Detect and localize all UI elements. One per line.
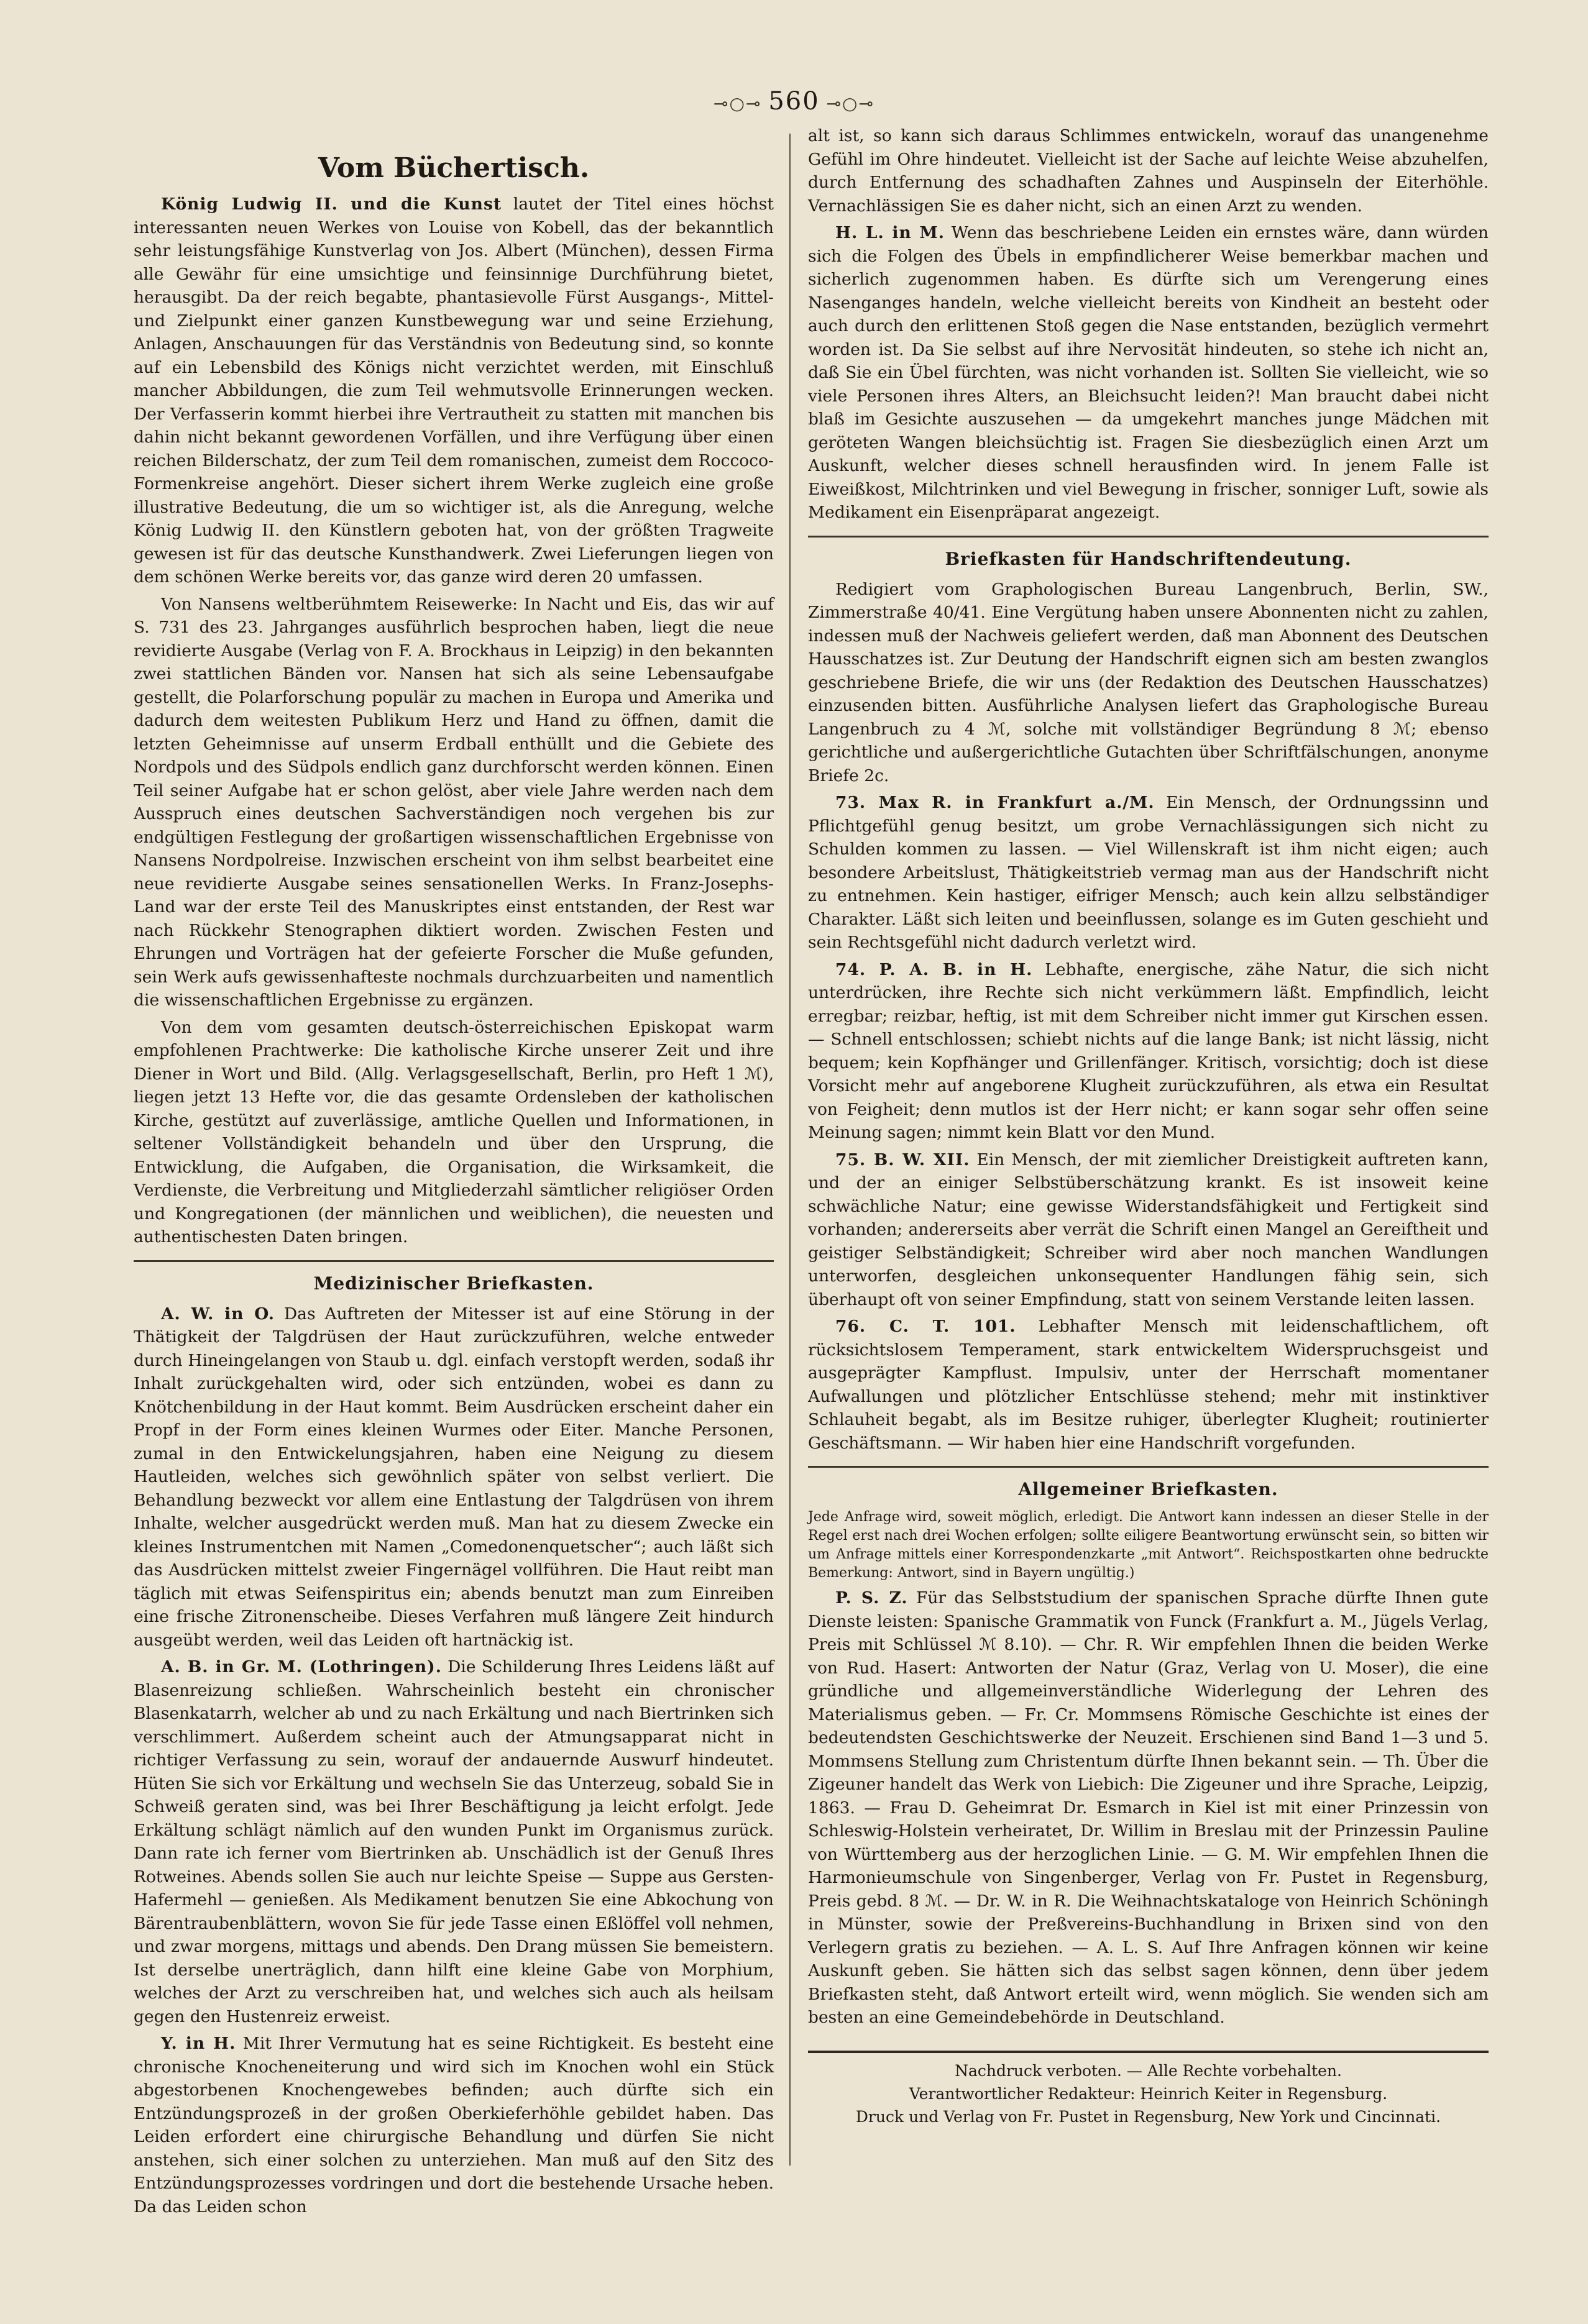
handwriting-intro: Redigiert vom Graphologischen Bureau Langenbruch, Berlin, SW., Zimmerstraße 40/41. Eine Vergütung haben unsere Abonnenten nicht zu zahlen, indessen muß der Nachweis geliefert werden, daß man Abonnent des Deutschen Hausschatzes ist. Zur Deutung der Handschrift eignen sich am besten zwanglos geschriebene Briefe, die wir uns (der Redaktion des Deutschen Hausschatzes) einzusenden bitten. Ausführliche Analysen liefert das Graphologische Bureau Langenbruch zu 4 ℳ, solche mit vollständiger Begründung 8 ℳ; ebenso gerichtliche und außergerichtliche Gutachten über Schriftfälschungen, anonyme Briefe 2c. <box>808 579 1489 785</box>
handwriting-entry: 76. C. T. 101. Lebhafter Mensch mit leidenschaftlichem, oft rücksichtslosem Temperament, stark entwickeltem Widerspruchsgeist und ausgeprägter Kampflust. Impulsiv, unter der Herrschaft momentaner Aufwallungen und plötzlicher Entschlüsse stehend; mehr mit instinktiver Schlauheit begabt, als im Besitze ruhiger, überlegter Klugheit; routinierter Geschäftsmann. — Wir haben hier eine Handschrift vorgefunden. <box>808 1317 1489 1453</box>
ornament-left: ⊸○⊸ <box>714 93 769 114</box>
column-divider <box>789 134 791 2166</box>
page-number: ⊸○⊸ 560 ⊸○⊸ <box>714 87 874 116</box>
right-column <box>808 124 1489 2033</box>
article-paragraph: König Ludwig II. und die Kunst lautet der Titel eines höchst interessanten neuen Werkes von Louise von Kobell, das der bekanntlich sehr leistungsfähige Kunstverlag von Jos. Albert (München), dessen Firma alle Gewähr für eine umsichtige und feinsinnige Durchführung bietet, herausgibt. Da der reich begabte, phantasievolle Fürst Ausgangs-, Mittel- und Zielpunkt einer ganzen Kunstbewegung war und seine Erziehung, Anlagen, Anschauungen für das Verständnis von Bedeutung sind, so konnte auf ein Lebensbild des Königs nicht verzichtet werden, mit Einschluß mancher Abbildungen, die zum Teil wehmutsvolle Erinnerungen wecken. Der Verfasserin kommt hierbei ihre Vertrautheit zu statten mit manchen bis dahin nicht bekannt gewordenen Vorfällen, und ihre Verfügung über einen reichen Bilderschatz, der zum Teil dem romanischen, zumeist dem Roccoco-Formenkreise angehört. Dieser sichert ihrem Werke zugleich eine große illustrative Bedeutung, die um so wichtiger ist, als die Anregung, welche König Ludwig II. den Künstlern geboten hat, von der größten Tragweite gewesen ist für das deutsche Kunsthandwerk. Zwei Lieferungen liegen von dem schönen Werke bereits vor, das ganze wird deren 20 umfassen. <box>134 194 774 587</box>
letter-entry: A. B. in Gr. M. (Lothringen). Die Schilderung Ihres Leidens läßt auf Blasenreizung schließen. Wahrscheinlich besteht ein chronischer Blasenkatarrh, welcher ab und zu nach Erkältung und nach Biertrinken sich verschlimmert. Außerdem scheint auch der Atmungsapparat nicht in richtiger Verfassung zu sein, worauf der andauernde Auswurf hindeutet. Hüten Sie sich vor Erkältung und wechseln Sie das Unterzeug, sobald Sie in Schweiß geraten sind, was bei Ihrer Beschäftigung ja leicht erfolgt. Jede Erkältung schlägt nämlich auf den wunden Punkt im Organismus zurück. Dann rate ich ferner vom Biertrinken ab. Unschädlich ist der Genuß Ihres Rotweines. Abends sollen Sie auch nur leichte Speise — Suppe aus Gersten-Hafermehl — genießen. Als Medikament benutzen Sie eine Abkochung von Bärentraubenblättern, wovon Sie für jede Tasse einen Eßlöffel voll nehmen, und zwar morgens, mittags und abends. Den Drang müssen Sie bemeistern. Ist derselbe unerträglich, dann hilft eine kleine Gabe von Morphium, welches der Arzt zu verschreiben hat, und welches sich auch als heilsam gegen den Hustenreiz erweist. <box>134 1657 774 2026</box>
section-separator <box>808 536 1489 538</box>
section-separator <box>134 1260 774 1262</box>
section-heading-buechertisch: Vom Büchertisch. <box>318 152 590 184</box>
section-heading-handwriting: Briefkasten für Handschriftendeutung. <box>945 548 1352 569</box>
ornament-right: ⊸○⊸ <box>819 93 874 114</box>
left-column <box>134 140 774 2222</box>
letter-entry: A. W. in O. Das Auftreten der Mitesser ist auf eine Störung in der Thätigkeit der Talgdrüsen der Haut zurückzuführen, welche entweder durch Hineingelangen von Staub u. dgl. einfach verstopft werden, sodaß ihr Inhalt zurückgehalten wird, oder sich entzünden, wobei es dann zu Knötchenbildung in der Haut kommt. Beim Ausdrücken erscheint daher ein Propf in der Form eines kleinen Wurmes oder Eiter. Manche Personen, zumal in den Entwickelungsjahren, haben eine Neigung zu diesem Hautleiden, welches sich gewöhnlich später von selbst verliert. Die Behandlung bezweckt vor allem eine Entlastung der Talgdrüsen von ihrem Inhalte, welcher ausgedrückt werden muß. Man hat zu diesem Zwecke ein kleines Instrumentchen mit Namen „Comedonenquetscher“; auch läßt sich das Ausdrücken mittelst zweier Fingernägel vollführen. Die Haut reibt man täglich mit etwas Seifenspiritus ein; abends benutzt man zum Einreiben eine frische Zitronenscheibe. Dieses Verfahren muß längere Zeit hindurch ausgeübt werden, weil das Leiden oft hartnäckig ist. <box>134 1304 774 1650</box>
section-heading-general: Allgemeiner Briefkasten. <box>1018 1479 1278 1499</box>
section-heading-medical: Medizinischer Briefkasten. <box>313 1273 594 1294</box>
imprint-footer <box>808 2051 1489 2128</box>
handwriting-entry: 75. B. W. XII. Ein Mensch, der mit ziemlicher Dreistigkeit auftreten kann, und der an einiger Selbstüberschätzung krankt. Es ist insoweit keine schwächliche Natur; eine gewisse Widerstandsfähigkeit und Fertigkeit sind vorhanden; andererseits aber verrät die Schrift einen Mangel an Gereiftheit und geistiger Selbständigkeit; Schreiber wird aber noch manchen Wandlungen unterworfen, desgleichen unkonsequenter Handlungen fähig sein, sich überhaupt oft von seiner Empfindung, statt von seinem Verstande leiten lassen. <box>808 1150 1489 1309</box>
letter-continuation: alt ist, so kann sich daraus Schlimmes entwickeln, worauf das unangenehme Gefühl im Ohre hindeutet. Vielleicht ist der Sache auf leichte Weise abzuhelfen, durch Entfernung des schadhaften Zahnes und Auspinseln der Eiterhöhle. Vernachlässigen Sie es daher nicht, sich an einen Arzt zu wenden. <box>808 126 1489 216</box>
footer-rule <box>808 2051 1489 2053</box>
publisher-line: Druck und Verlag von Fr. Pustet in Regensburg, New York und Cincinnati. <box>855 2108 1441 2126</box>
general-note: Jede Anfrage wird, soweit möglich, erledigt. Die Antwort kann indessen an dieser Stelle in der Regel erst nach drei Wochen erfolgen; sollte eiligere Beantwortung erwünscht sein, so bitten wir um Anfrage mittels einer Korrespondenzkarte „mit Antwort“. Reichspostkarten ohne bedruckte Bemerkung: Antwort, sind in Bayern ungültig.) <box>808 1509 1489 1581</box>
handwriting-entry: 73. Max R. in Frankfurt a./M. Ein Mensch, der Ordnungssinn und Pflichtgefühl genug besitzt, um grobe Vernachlässigungen sich nicht zu Schulden kommen zu lassen. — Viel Willenskraft ist ihm nicht eigen; auch besondere Arbeitslust, Thätigkeitstrieb vermag man aus der Handschrift nicht zu entnehmen. Kein hastiger, eifriger Mensch; auch kein allzu selbständiger Charakter. Läßt sich leiten und beeinflussen, solange es im Guten geschieht und sein Rechtsgefühl nicht dadurch verletzt wird. <box>808 793 1489 952</box>
general-entry: P. S. Z. Für das Selbststudium der spanischen Sprache dürfte Ihnen gute Dienste leisten: Spanische Grammatik von Funck (Frankfurt a. M., Jügels Verlag, Preis mit Schlüssel ℳ 8.10). — Chr. R. Wir empfehlen Ihnen die beiden Werke von Rud. Hasert: Antworten der Natur (Graz, Verlag von U. Moser), die eine gründliche und allgemeinverständliche Widerlegung der Lehren des Materialismus geben. — Fr. Cr. Mommsens Römische Geschichte ist eines der bedeutendsten Geschichtswerke der Neuzeit. Erschienen sind Band 1—3 und 5. Mommsens Stellung zum Christentum dürfte Ihnen bekannt sein. — Th. Über die Zigeuner handelt das Werk von Liebich: Die Zigeuner und ihre Sprache, Leipzig, 1863. — Frau D. Geheimrat Dr. Esmarch in Kiel ist mit einer Prinzessin von Schleswig-Holstein verheiratet, Dr. Willim in Breslau mit der Prinzessin Pauline von Württemberg aus der herzoglichen Linie. — G. M. Wir empfehlen Ihnen die Harmonieumschule von Singenberger, Verlag von Fr. Pustet in Regensburg, Preis gebd. 8 ℳ. — Dr. W. in R. Die Weihnachtskataloge von Heinrich Schöningh in Münster, sowie der Preßvereins-Buchhandlung in Brixen sind von den Verlegern gratis zu beziehen. — A. L. S. Auf Ihre Anfragen können wir keine Auskunft geben. Sie hätten sich das selbst sagen können, denn über jedem Briefkasten steht, daß Antwort erteilt wird, wenn möglich. Sie wenden sich am besten an eine Gemeindebehörde in Deutschland. <box>808 1588 1489 2027</box>
copyright-line: Nachdruck verboten. — Alle Rechte vorbehalten. <box>955 2062 1342 2080</box>
letter-entry: Y. in H. Mit Ihrer Vermutung hat es seine Richtigkeit. Es besteht eine chronische Knocheneiterung und wird sich im Knochen wohl ein Stück abgestorbenen Knochengewebes befinden; auch dürfte sich ein Entzündungsprozeß in der großen Oberkieferhöhle gebildet haben. Das Leiden erfordert eine chirurgische Behandlung und dürfen Sie nicht anstehen, sich einer solchen zu unterziehen. Man muß auf den Sitz des Entzündungsprozesses vordringen und dort die bestehende Ursache heben. Da das Leiden schon <box>134 2034 774 2216</box>
article-paragraph: Von Nansens weltberühmtem Reisewerke: In Nacht und Eis, das wir auf S. 731 des 23. Jahrganges ausführlich besprochen haben, liegt die neue revidierte Ausgabe (Verlag von F. A. Brockhaus in Leipzig) in den bekannten zwei stattlichen Bänden vor. Nansen hat sich als seine Lebensaufgabe gestellt, die Polarforschung populär zu machen in Europa und Amerika und dadurch dem weitesten Publikum Herz und Hand zu öffnen, damit die letzten Geheimnisse auf unserm Erdball enthüllt und die Gebiete des Nordpols und des Südpols endlich ganz durchforscht werden können. Einen Teil seiner Aufgabe hat er schon gelöst, aber viele Jahre werden nach dem Ausspruch eines deutschen Sachverständigen noch vergehen bis zur endgültigen Festlegung der großartigen wissenschaftlichen Ergebnisse von Nansens Nordpolreise. Inzwischen erscheint von ihm selbst bearbeitet eine neue revidierte Ausgabe seines sensationellen Werks. In Franz-Josephs-Land war der erste Teil des Manuskriptes einst entstanden, der Rest war nach Rückkehr Stenographen diktiert worden. Zwischen Festen und Ehrungen und Vorträgen hat der gefeierte Forscher die Muße gefunden, sein Werk aufs gewissenhafteste nochmals durchzuarbeiten und namentlich die wissenschaftlichen Ergebnisse zu ergänzen. <box>134 594 774 1010</box>
letter-entry: H. L. in M. Wenn das beschriebene Leiden ein ernstes wäre, dann würden sich die Folgen des Übels in empfindlicherer Weise bemerkbar machen und sicherlich zugenommen haben. Es dürfte sich um Verengerung eines Nasenganges handeln, welche vielleicht bereits von Kindheit an besteht oder auch durch den erlittenen Stoß gegen die Nase entstanden, bezüglich vermehrt worden ist. Da Sie selbst auf ihre Nervosität hindeuten, so stehe ich nicht an, daß Sie ein Übel fürchten, was nicht vorhanden ist. Sollten Sie vielleicht, wie so viele Personen ihres Alters, an Bleichsucht leiden?! Man braucht dabei nicht blaß im Gesichte auszusehen — da umgekehrt manches junge Mädchen mit geröteten Wangen bleichsüchtig ist. Fragen Sie diesbezüglich einen Arzt um Auskunft, welcher dieses schnell herausfinden wird. In jenem Falle ist Eiweißkost, Milchtrinken und viel Bewegung in frischer, sonniger Luft, sowie als Medikament ein Eisenpräparat angezeigt. <box>808 223 1489 522</box>
editor-line: Verantwortlicher Redakteur: Heinrich Keiter in Regensburg. <box>909 2085 1388 2103</box>
article-paragraph: Von dem vom gesamten deutsch-österreichischen Episkopat warm empfohlenen Prachtwerke: Die katholische Kirche unserer Zeit und ihre Diener in Wort und Bild. (Allg. Verlagsgesellschaft, Berlin, pro Heft 1 ℳ), liegen jetzt 13 Hefte vor, die das gesamte Ordensleben der katholischen Kirche, gestützt auf zuverlässige, amtliche Quellen und Informationen, in seltener Vollständigkeit behandeln und über den Ursprung, die Entwicklung, die Aufgaben, die Organisation, die Wirksamkeit, die Verdienste, die Verbreitung und Mitgliederzahl sämtlicher religiöser Orden und Kongregationen (der männlichen und weiblichen), die neuesten und authentischesten Daten bringen. <box>134 1017 774 1247</box>
handwriting-entry: 74. P. A. B. in H. Lebhafte, energische, zähe Natur, die sich nicht unterdrücken, ihre Rechte sich nicht verkümmern läßt. Empfindlich, leicht erregbar; reizbar, heftig, ist mit dem Schreiber nicht immer gut Kirschen essen. — Schnell entschlossen; schiebt nichts auf die lange Bank; ist nicht lässig, nicht bequem; kein Kopfhänger und Grillenfänger. Kritisch, vorsichtig; doch ist diese Vorsicht mehr auf angeborene Klugheit zurückzuführen, als etwa ein Resultat von Feigheit; denn mutlos ist der Herr nicht; er kann sogar sehr offen seine Meinung sagen; nimmt kein Blatt vor den Mund. <box>808 959 1489 1142</box>
section-separator <box>808 1466 1489 1468</box>
